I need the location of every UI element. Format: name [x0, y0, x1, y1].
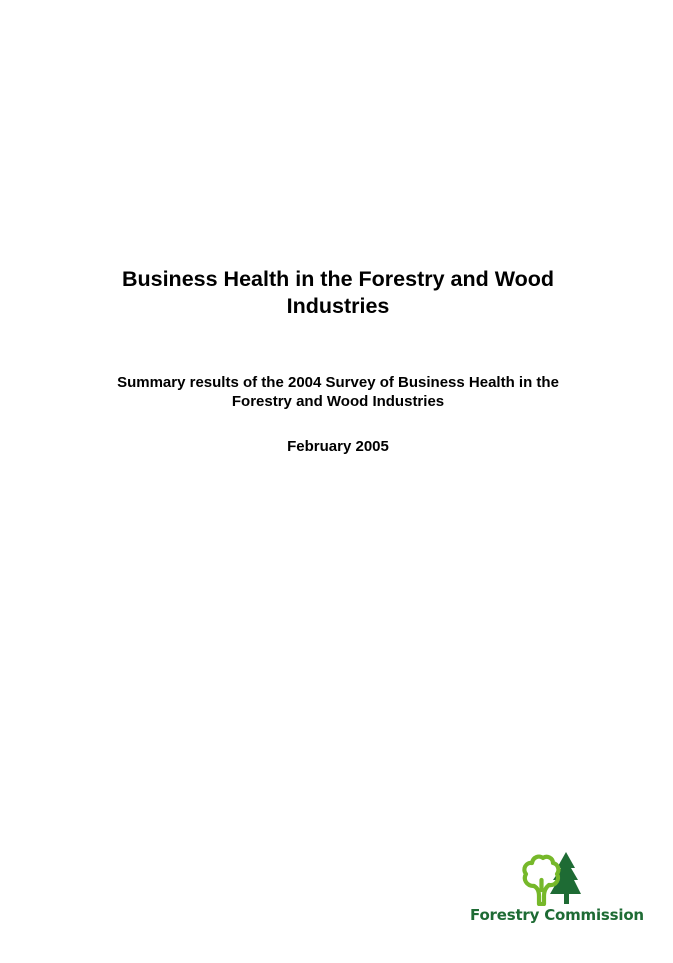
document-title	[60, 266, 616, 320]
forestry-commission-tree-icon	[520, 850, 582, 906]
document-title-line-1: Business Health in the Forestry and Wood	[121, 267, 555, 291]
document-date: February 2005	[287, 438, 389, 455]
forestry-commission-logo	[466, 850, 646, 930]
document-subtitle-line-2: Forestry and Wood Industries	[231, 393, 445, 410]
forestry-commission-wordmark: Forestry Commission	[470, 906, 644, 924]
conifer-tree-shape	[550, 852, 581, 904]
document-subtitle	[60, 373, 616, 411]
broadleaf-tree-shape	[524, 857, 558, 904]
document-title-line-2: Industries	[286, 294, 390, 318]
document-subtitle-line-1: Summary results of the 2004 Survey of Business Health in the	[117, 374, 559, 391]
